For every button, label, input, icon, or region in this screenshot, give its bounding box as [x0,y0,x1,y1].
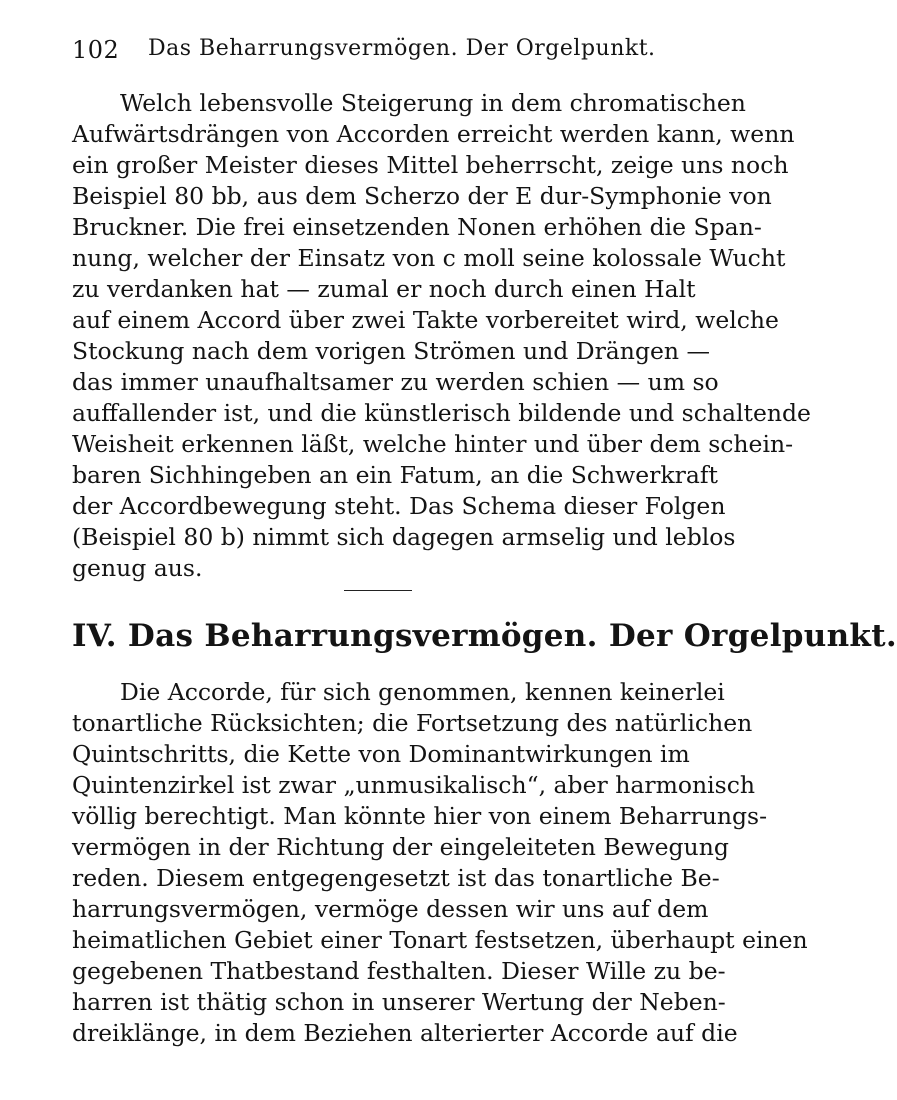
text-line: völlig berechtigt. Man könnte hier von einem Beharrungs- [72,802,768,830]
text-line: tonartliche Rücksichten; die Fortsetzung des natürlichen [72,709,753,737]
page-header [72,32,680,68]
text-line: Welch lebensvolle Steigerung in dem chromatischen [120,89,746,117]
text-line: heimatlichen Gebiet einer Tonart festsetzen, überhaupt einen [72,926,808,954]
text-line: Quintschritts, die Kette von Dominantwirkungen im [72,740,690,768]
text-line: Beispiel 80 bb, aus dem Scherzo der E dur-Symphonie von [72,182,772,210]
section-heading: IV. Das Beharrungsvermögen. Der Orgelpunkt. [72,618,897,654]
text-line: auffallender ist, und die künstlerisch bildende und schaltende [72,399,811,427]
text-line: harrungsvermögen, vermöge dessen wir uns auf dem [72,895,709,923]
text-line: zu verdanken hat — zumal er noch durch einen Halt [72,275,696,303]
text-line: der Accordbewegung steht. Das Schema dieser Folgen [72,492,726,520]
section-divider [344,590,412,591]
text-line: dreiklänge, in dem Beziehen alterierter Accorde auf die [72,1019,738,1047]
running-title: Das Beharrungsvermögen. Der Orgelpunkt. [148,36,656,61]
text-line: Die Accorde, für sich genommen, kennen keinerlei [120,678,725,706]
text-line: vermögen in der Richtung der eingeleiteten Bewegung [72,833,729,861]
text-line: Bruckner. Die frei einsetzenden Nonen erhöhen die Span- [72,213,762,241]
text-line: auf einem Accord über zwei Takte vorbereitet wird, welche [72,306,779,334]
text-line: harren ist thätig schon in unserer Wertung der Neben- [72,988,726,1016]
text-line: Weisheit erkennen läßt, welche hinter und über dem schein- [72,430,794,458]
text-line: Stockung nach dem vorigen Strömen und Drängen — [72,337,710,365]
text-line: baren Sichhingeben an ein Fatum, an die Schwerkraft [72,461,718,489]
text-line: das immer unaufhaltsamer zu werden schien — um so [72,368,719,396]
text-line: genug aus. [72,554,203,582]
text-line: Quintenzirkel ist zwar „unmusikalisch“, aber harmonisch [72,771,756,799]
page-number: 102 [72,36,120,64]
text-line: reden. Diesem entgegengesetzt ist das tonartliche Be- [72,864,720,892]
text-line: Aufwärtsdrängen von Accorden erreicht werden kann, wenn [72,120,795,148]
text-line: gegebenen Thatbestand festhalten. Dieser Wille zu be- [72,957,726,985]
text-line: (Beispiel 80 b) nimmt sich dagegen armselig und leblos [72,523,736,551]
text-line: ein großer Meister dieses Mittel beherrscht, zeige uns noch [72,151,789,179]
text-line: nung, welcher der Einsatz von c moll seine kolossale Wucht [72,244,786,272]
